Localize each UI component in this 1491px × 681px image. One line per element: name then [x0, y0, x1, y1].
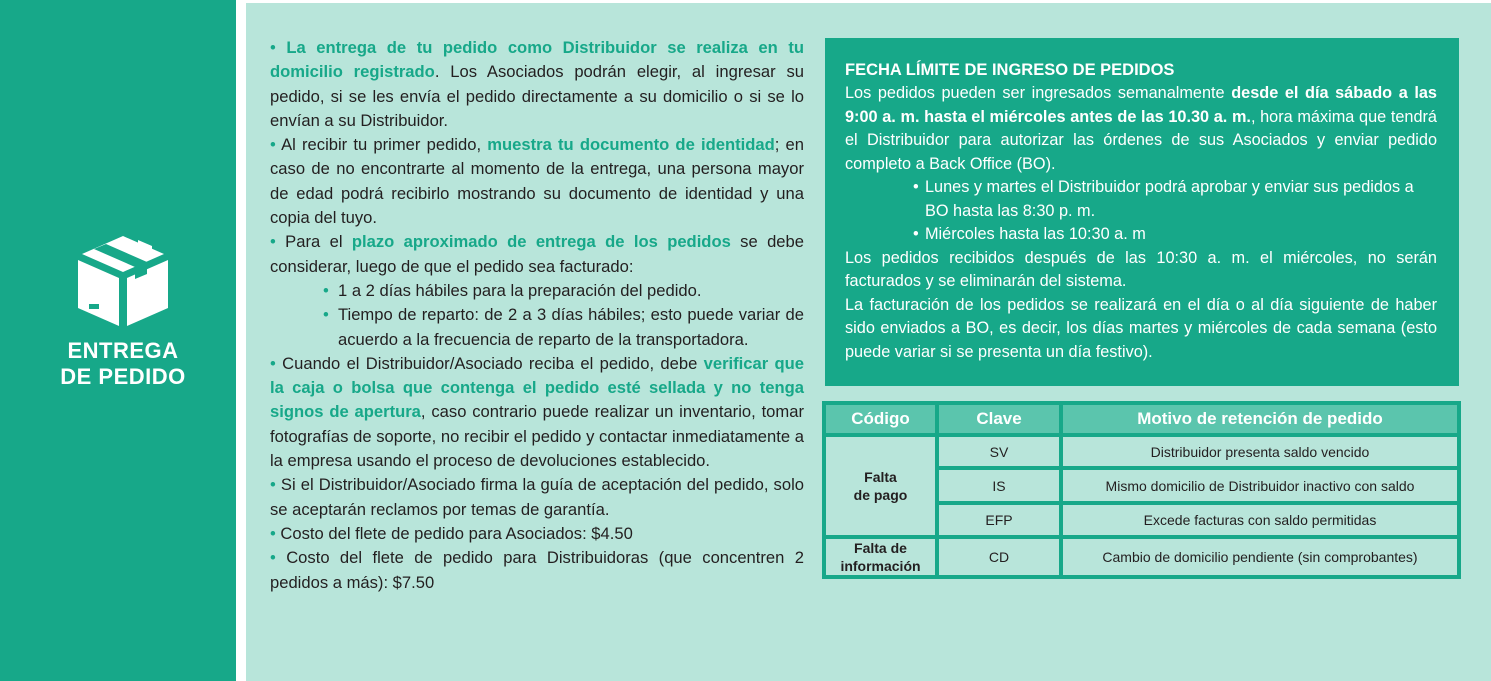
body-text: Costo del flete de pedido para Distribuidoras (que concentren 2 pedidos a más): $7.50 [270, 548, 804, 592]
body-text: ; en caso de no encontrarte al momento de la entrega, una persona mayor de edad podrá recibirlo mostrando su documento de identidad y una copia del tuyo. [270, 135, 804, 228]
sidebar-banner [0, 0, 236, 681]
body-text: . Los Asociados podrán elegir, al ingresar su pedido, si se les envía el pedido directamente a su domicilio o si se lo envían a su Distribuidor. [270, 62, 804, 130]
body-text: se debe considerar, luego de que el pedido sea facturado: [270, 232, 804, 276]
motivo-cell: Cambio de domicilio pendiente (sin comprobantes) [1061, 537, 1459, 577]
body-text: Costo del flete de pedido para Asociados: $4.50 [275, 523, 633, 543]
motivo-cell: Excede facturas con saldo permitidas [1061, 503, 1459, 537]
body-text: Si el Distribuidor/Asociado firma la guía de aceptación del pedido, solo se aceptarán reclamos por temas de garantía. [270, 475, 804, 519]
cause-cell-payment [824, 435, 937, 537]
package-box-icon [72, 232, 174, 330]
clave-cell: EFP [937, 503, 1061, 537]
cause-cell-information [824, 537, 937, 577]
bullet: • [270, 38, 276, 57]
table-row [824, 537, 1459, 577]
bullet: • [913, 178, 919, 196]
bold-text: desde el día sábado a las 9:00 a. m. hasta el miércoles antes de las 10.30 a. m. [845, 84, 1437, 126]
notice-paragraph-late-orders: Los pedidos recibidos después de las 10:30 a. m. el miércoles, no serán facturados y se eliminarán del sistema. [845, 248, 1437, 290]
bullet: • [270, 232, 276, 252]
cause-label: Falta de pago [853, 469, 908, 503]
bullet: • [270, 353, 276, 373]
notice-paragraph-schedule [845, 82, 1437, 176]
body-text: Al recibir tu primer pedido, [275, 135, 488, 155]
table-row [824, 435, 1459, 468]
bullet: • [270, 523, 276, 543]
list-item-text: Lunes y martes el Distribuidor podrá aprobar y enviar sus pedidos a BO hasta las 8:30 p. m. [925, 178, 1414, 220]
delivery-info-column [270, 36, 804, 595]
highlight-text: verificar que la caja o bolsa que contenga el pedido esté sellada y no tenga signos de apertura [270, 353, 804, 422]
body-text: , caso contrario puede realizar un inventario, tomar fotografías de soporte, no recibir el pedido y contactar inmediatamente a la empresa usando el proceso de devoluciones establecido. [270, 402, 804, 471]
clave-cell: SV [937, 435, 1061, 468]
list-item-text: Miércoles hasta las 10:30 a. m [925, 225, 1146, 243]
body-text: Cuando el Distribuidor/Asociado reciba el pedido, debe [275, 353, 704, 373]
clave-cell: IS [937, 468, 1061, 503]
notice-list-item [913, 223, 1437, 247]
paragraph-freight-associates [270, 522, 804, 546]
highlight-text: muestra tu documento de identidad [487, 135, 775, 155]
paragraph-acceptance-guide [270, 473, 804, 522]
clave-cell: CD [937, 537, 1061, 577]
list-item [323, 303, 804, 352]
deadline-notice-box [825, 38, 1459, 386]
motivo-cell: Mismo domicilio de Distribuidor inactivo con saldo [1061, 468, 1459, 503]
sidebar-title-line1: ENTREGA [67, 338, 179, 363]
body-text: Para el [275, 232, 352, 252]
bullet: • [270, 135, 276, 155]
list-item-text: 1 a 2 días hábiles para la preparación del pedido. [338, 280, 702, 300]
sidebar-title [0, 338, 246, 390]
column-header-codigo: Código [824, 403, 937, 435]
bullet: • [323, 280, 329, 300]
sidebar-title-line2: DE PEDIDO [60, 364, 186, 389]
motivo-cell: Distribuidor presenta saldo vencido [1061, 435, 1459, 468]
highlight-text: plazo aproximado de entrega de los pedidos [351, 232, 731, 252]
column-header-clave: Clave [937, 403, 1061, 435]
cause-label: Falta de información [840, 540, 921, 574]
bullet: • [270, 548, 276, 568]
notice-list-item [913, 176, 1437, 223]
paragraph-identity-document [270, 133, 804, 230]
column-header-motivo: Motivo de retención de pedido [1061, 403, 1459, 435]
notice-title: FECHA LÍMITE DE INGRESO DE PEDIDOS [845, 61, 1175, 79]
bullet: • [913, 225, 919, 243]
bullet: • [270, 475, 276, 495]
delivery-time-list [270, 279, 804, 352]
bullet: • [323, 305, 329, 325]
list-item-text: Tiempo de reparto: de 2 a 3 días hábiles; esto puede variar de acuerdo a la frecuencia de reparto de la transportadora. [338, 305, 804, 349]
retention-codes-table [822, 401, 1461, 579]
table-header-row [824, 403, 1459, 435]
paragraph-delivery-address [270, 36, 804, 133]
paragraph-delivery-time [270, 230, 804, 279]
notice-paragraph-billing: La facturación de los pedidos se realizará en el día o al día siguiente de haber sido enviados a BO, es decir, los días martes y miércoles de cada semana (esto puede variar si se presenta un día festivo). [845, 295, 1437, 361]
paragraph-verify-package [270, 352, 804, 473]
notice-list [845, 176, 1437, 247]
paragraph-freight-distributors [270, 546, 804, 595]
body-text: , hora máxima que tendrá el Distribuidor para autorizar las órdenes de sus Asociados y enviar pedido completo a Back Office (BO). [845, 107, 1437, 173]
list-item [323, 279, 804, 303]
body-text: Los pedidos pueden ser ingresados semanalmente [845, 84, 1232, 102]
highlight-text: La entrega de tu pedido como Distribuidor se realiza en tu domicilio registrado [270, 38, 804, 82]
